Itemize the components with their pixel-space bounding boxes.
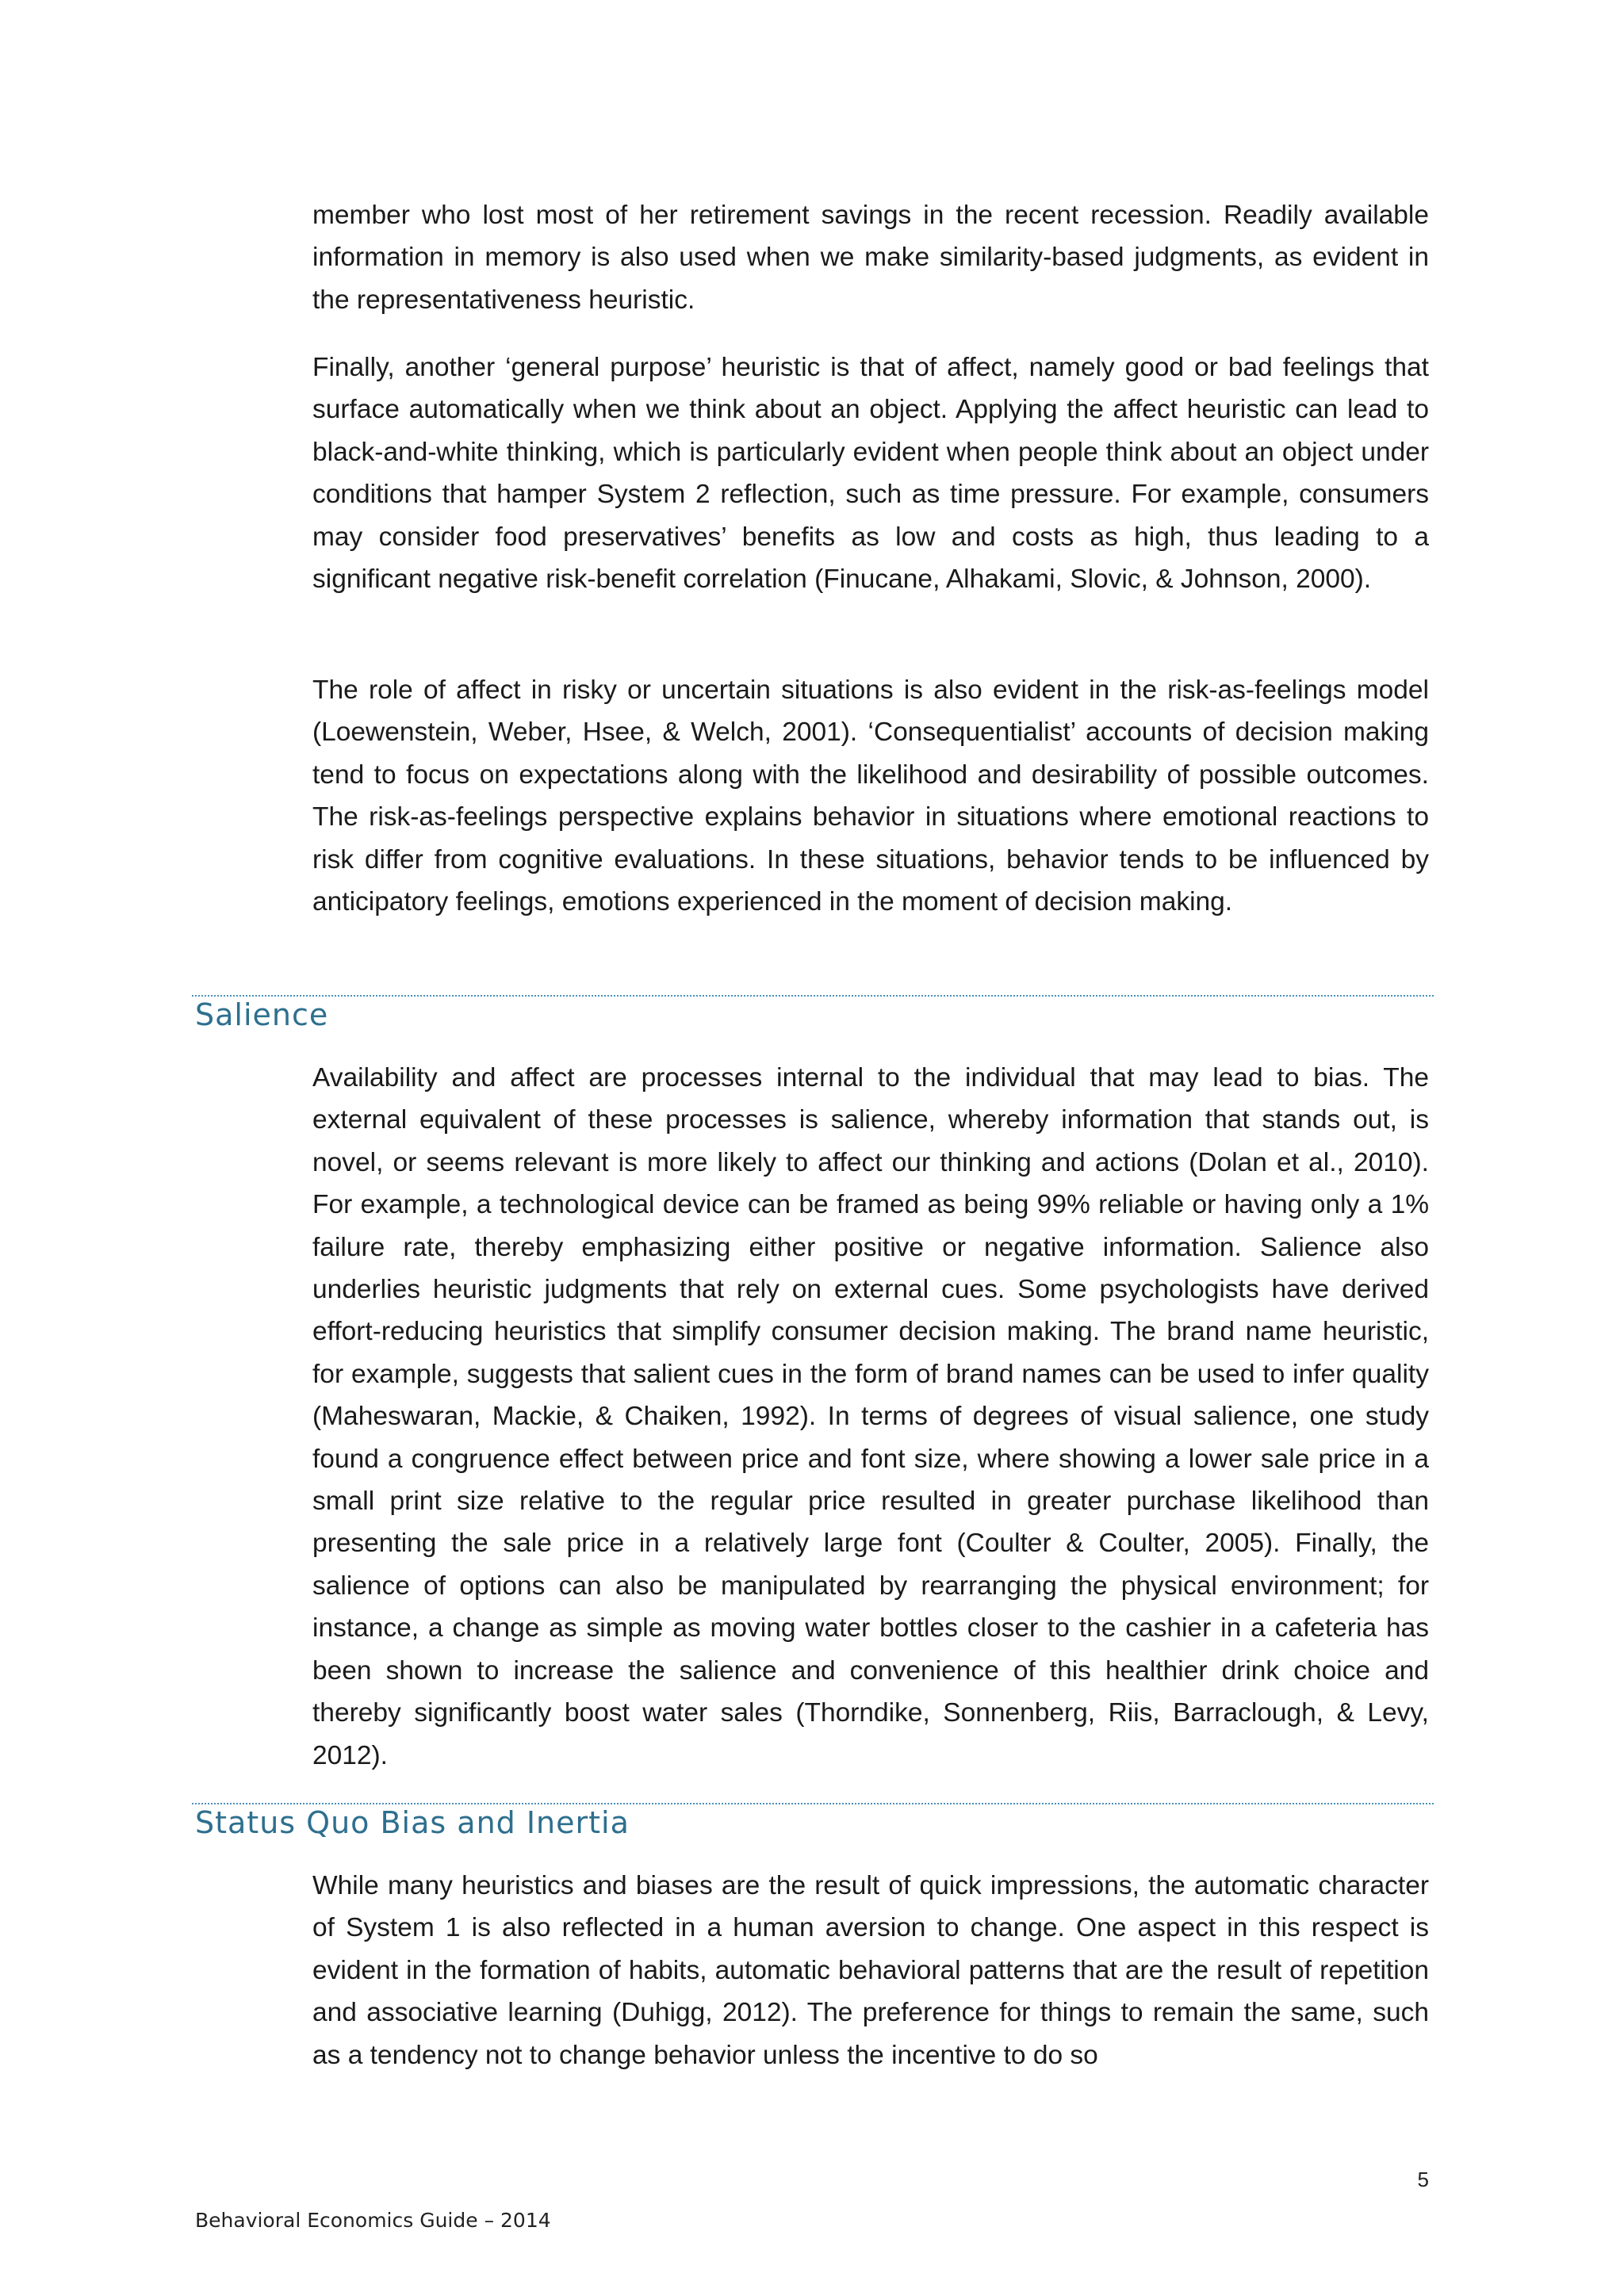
paragraph-risk-as-feelings: The role of affect in risky or uncertain situations is also evident in the risk-as-feelings model (Loewenstein, Weber, Hsee, & Welch, 2001). ‘Consequentialist’ accounts of decision making tend to focus on expectations along with the likelihood and desirability of possible outcomes. The risk-as-feelings perspective explains behavior in situations where emotional reactions to risk differ from cognitive evaluations. In these situations, behavior tends to be influenced by anticipatory feelings, emotions experienced in the moment of decision making. [312,675,1429,917]
paragraph-availability-continued: member who lost most of her retirement savings in the recent recession. Readily available information in memory is also used when we make similarity-based judgments, as evident in the representativeness heuristic. [312,201,1429,315]
paragraph-status-quo: While many heuristics and biases are the result of quick impressions, the automatic character of System 1 is also reflected in a human aversion to change. One aspect in this respect is evident in the formation of habits, automatic behavioral patterns that are the result of repetition and associative learning (Duhigg, 2012). The preference for things to remain the same, such as a tendency not to change behavior unless the incentive to do so [312,1871,1429,2070]
paragraph-salience: Availability and affect are processes internal to the individual that may lead to bias. The external equivalent of these processes is salience, whereby information that stands out, is novel, or seems relevant is more likely to affect our thinking and actions (Dolan et al., 2010). For example, a technological device can be framed as being 99% reliable or having only a 1% failure rate, thereby emphasizing either positive or negative information. Salience also underlies heuristic judgments that rely on external cues. Some psychologists have derived effort-reducing heuristics that simplify consumer decision making. The brand name heuristic, for example, suggests that salient cues in the form of brand names can be used to infer quality (Maheswaran, Mackie, & Chaiken, 1992). In terms of degrees of visual salience, one study found a congruence effect between price and font size, where showing a lower sale price in a small print size relative to the regular price resulted in greater purchase likelihood than presenting the sale price in a relatively large font (Coulter & Coulter, 2005). Finally, the salience of options can also be manipulated by rearranging the physical environment; for instance, a change as simple as moving water bottles closer to the cashier in a cafeteria has been shown to increase the salience and convenience of this healthier drink choice and thereby significantly boost water sales (Thorndike, Sonnenberg, Riis, Barraclough, & Levy, 2012). [312,1063,1429,1770]
section-divider-status-quo [192,1803,1434,1804]
page-number: 5 [1417,2168,1429,2191]
section-divider-salience [192,995,1434,997]
paragraph-affect-heuristic: Finally, another ‘general purpose’ heuristic is that of affect, namely good or bad feelings that surface automatically when we think about an object. Applying the affect heuristic can lead to black-and-white thinking, which is particularly evident when people think about an object under conditions that hamper System 2 reflection, such as time pressure. For example, consumers may consider food preservatives’ benefits as low and costs as high, thus leading to a significant negative risk-benefit correlation (Finucane, Alhakami, Slovic, & Johnson, 2000). [312,353,1429,595]
section-heading-status-quo: Status Quo Bias and Inertia [195,1805,630,1840]
footer-title: Behavioral Economics Guide – 2014 [195,2209,551,2232]
section-heading-salience: Salience [195,997,329,1032]
